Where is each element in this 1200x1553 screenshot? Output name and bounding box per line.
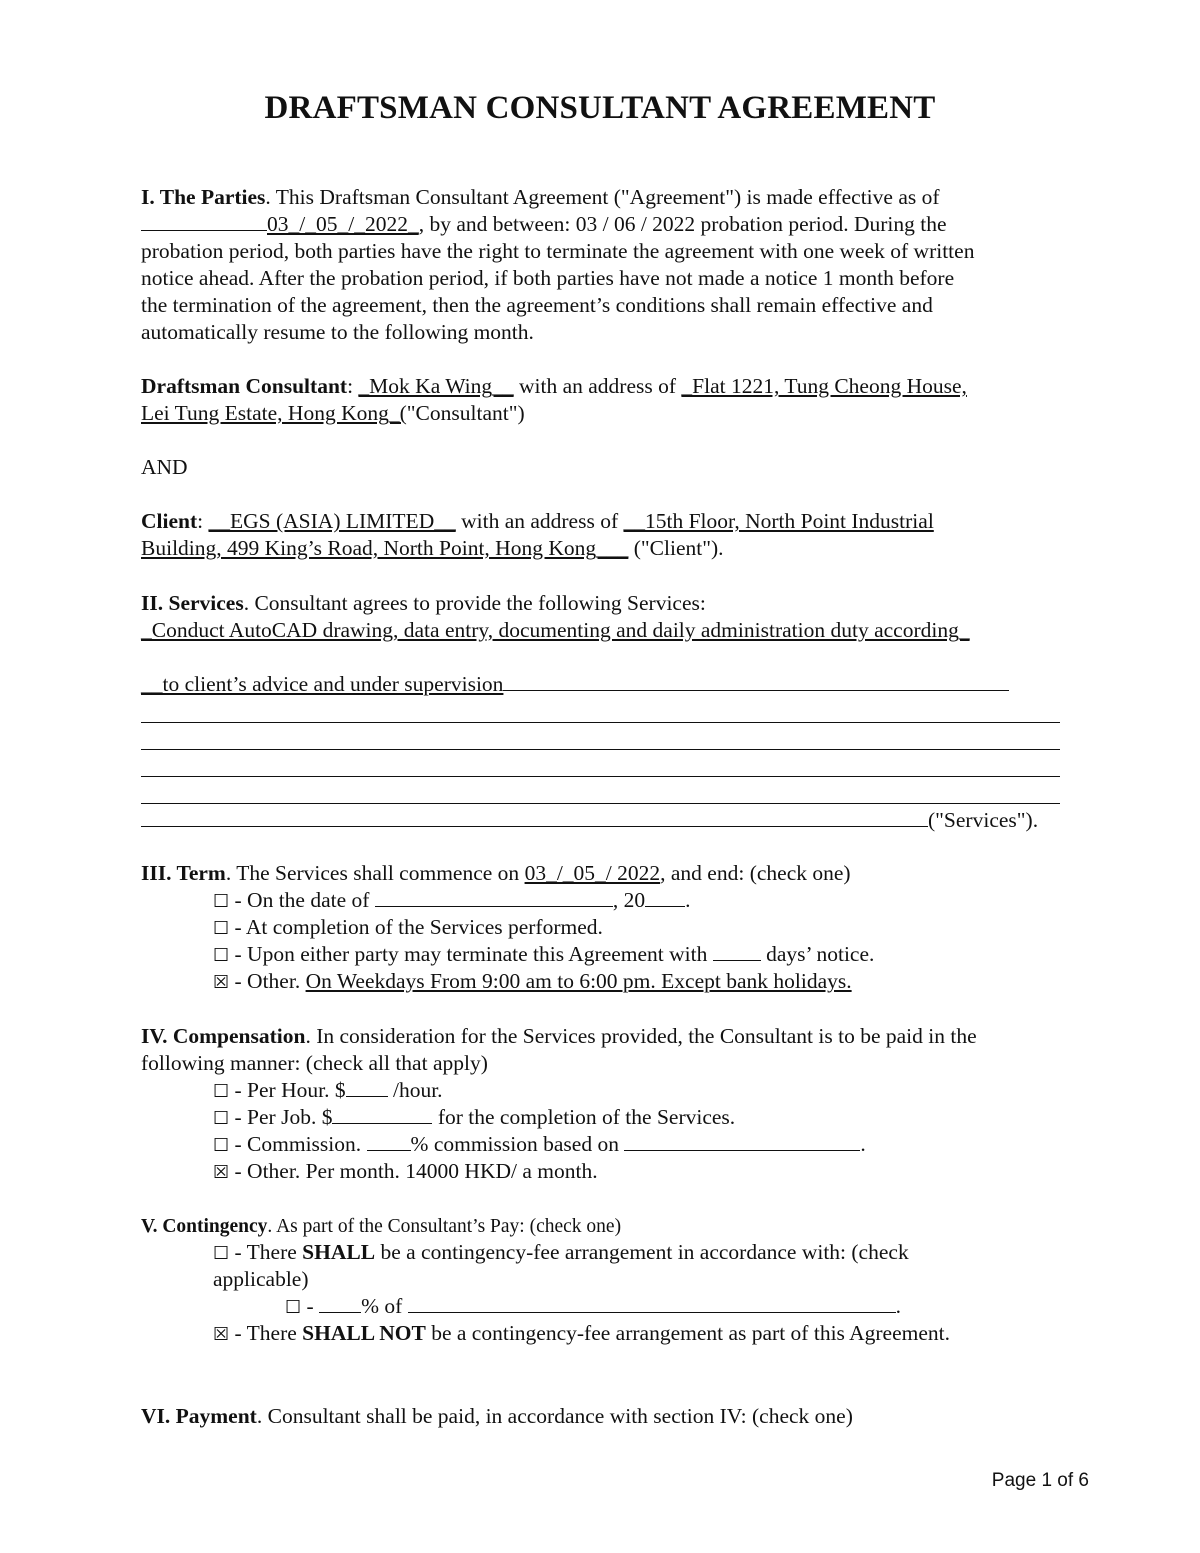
compensation-option-other [213,1158,598,1186]
services-final-blank [141,808,928,827]
consultant-suffix: "Consultant") [406,401,525,425]
contingency-intro: . As part of the Consultant’s Pay: (check one) [267,1216,622,1237]
notice-days-blank[interactable] [713,942,761,961]
commission-basis-blank[interactable] [624,1132,860,1151]
effective-date: 03_/_05_/_2022_ [267,212,419,236]
term-option-other-label: - Other. [229,969,306,993]
consultant-address-line-2: Lei Tung Estate, Hong Kong_( [141,401,407,425]
services-line-1 [141,590,706,617]
term-option-notice-end: days’ notice. [760,942,875,966]
term-option-date-label: - On the date of [229,888,375,912]
parties-line-2-text: , by and between: 03 / 06 / 2022 probation period. During the [418,212,947,236]
page-number: Page 1 of 6 [991,1470,1089,1491]
services-suffix: ("Services"). [928,808,1039,832]
compensation-hour-end: /hour. [387,1078,443,1102]
client-address-line-1: __15th Floor, North Point Industrial [623,509,934,533]
checkbox-checked-icon[interactable]: ☒ [213,1162,230,1183]
checkbox-empty-icon[interactable]: ☐ [213,891,230,912]
contingency-sub-mid: % of [361,1294,408,1318]
compensation-line-1 [141,1023,977,1050]
checkbox-empty-icon[interactable]: ☐ [285,1297,302,1318]
parties-line-1 [141,184,940,211]
end-year-blank[interactable] [645,888,685,907]
checkbox-checked-icon[interactable]: ☒ [213,1324,230,1345]
services-description-1: _Conduct AutoCAD drawing, data entry, documenting and daily administration duty according_ [141,618,970,642]
contingency-percent-blank[interactable] [319,1294,361,1313]
contingency-sub-pre: - [301,1294,320,1318]
contingency-shall-not-post: be a contingency-fee arrangement as part of this Agreement. [425,1321,950,1345]
consultant-line-2 [141,400,525,427]
checkbox-empty-icon[interactable]: ☐ [213,945,230,966]
payment-intro: . Consultant shall be paid, in accordance with section IV: (check one) [256,1404,853,1428]
term-option-other-value: On Weekdays From 9:00 am to 6:00 pm. Except bank holidays. [305,969,852,993]
services-description-2: __to client’s advice and under supervision [141,672,504,696]
services-rule-1 [141,722,1060,723]
checkbox-empty-icon[interactable]: ☐ [213,1135,230,1156]
client-address-line-2: Building, 499 King’s Road, North Point, Hong Kong___ [141,536,629,560]
services-heading: II. Services [141,591,244,615]
client-name: __EGS (ASIA) LIMITED__ [208,509,456,533]
parties-line-6: automatically resume to the following month. [141,320,534,344]
date-blank [141,212,267,231]
services-intro: . Consultant agrees to provide the following Services: [243,591,706,615]
contingency-option-shall [213,1239,909,1267]
parties-line-5: the termination of the agreement, then the agreement’s conditions shall remain effective and [141,293,933,317]
parties-heading: I. The Parties [141,185,266,209]
checkbox-empty-icon[interactable]: ☐ [213,1108,230,1129]
services-line-3 [141,671,1009,698]
contingency-sub-option [285,1293,901,1321]
parties-line-4: notice ahead. After the probation period, if both parties have not made a notice 1 month before [141,266,955,290]
end-date-blank[interactable] [375,888,613,907]
checkbox-checked-icon[interactable]: ☒ [213,972,230,993]
contingency-shall-post: be a contingency-fee arrangement in accordance with: (check [375,1240,909,1264]
compensation-line-2: following manner: (check all that apply) [141,1051,488,1075]
compensation-commission-label: - Commission. [229,1132,367,1156]
consultant-address-line-1: _Flat 1221, Tung Cheong House, [681,374,967,398]
consultant-label: Draftsman Consultant [141,374,348,398]
term-option-completion-label: - At completion of the Services performed. [229,915,603,939]
commission-percent-blank[interactable] [367,1132,411,1151]
services-rule-2 [141,749,1060,750]
consultant-name: _Mok Ka Wing__ [358,374,514,398]
client-label: Client [141,509,198,533]
contingency-line-1 [141,1213,621,1240]
contingency-sub-end: . [895,1294,902,1318]
compensation-job-end: for the completion of the Services. [432,1105,736,1129]
compensation-option-job [213,1104,735,1132]
contingency-shall-pre: - There [229,1240,303,1264]
parties-line-2 [141,211,947,238]
job-rate-blank[interactable] [332,1105,432,1124]
compensation-option-hour [213,1077,443,1105]
term-option-notice-label: - Upon either party may terminate this Agreement with [229,942,713,966]
compensation-option-commission [213,1131,866,1159]
payment-heading: VI. Payment [141,1404,257,1428]
term-start-date: 03_/_05_/ 2022 [524,861,661,885]
contingency-shall-not-bold: SHALL NOT [302,1321,426,1345]
services-rule-3 [141,776,1060,777]
services-line-2 [141,617,970,644]
compensation-other-label: - Other. Per month. 14000 HKD/ a month. [229,1159,598,1183]
consultant-address-prefix: with an address of [513,374,682,398]
term-option-completion [213,914,603,942]
compensation-commission-mid: % commission based on [410,1132,625,1156]
term-option-date-end: . [685,888,691,912]
contingency-shall-bold: SHALL [302,1240,376,1264]
checkbox-empty-icon[interactable]: ☐ [213,1243,230,1264]
term-intro-end: , and end: (check one) [660,861,851,885]
client-address-prefix: with an address of [455,509,624,533]
compensation-hour-label: - Per Hour. $ [229,1078,346,1102]
services-line-last [141,807,1038,834]
contingency-basis-blank[interactable] [408,1294,896,1313]
term-intro: . The Services shall commence on [225,861,525,885]
payment-line-1 [141,1403,853,1430]
contingency-heading: V. Contingency [141,1216,268,1237]
checkbox-empty-icon[interactable]: ☐ [213,1081,230,1102]
services-blank [503,672,1009,691]
document-title: DRAFTSMAN CONSULTANT AGREEMENT [264,90,936,126]
hourly-rate-blank[interactable] [346,1078,388,1097]
client-suffix: ("Client"). [628,536,724,560]
client-line-2 [141,535,724,562]
and-text: AND [141,455,188,479]
checkbox-empty-icon[interactable]: ☐ [213,918,230,939]
contingency-option-shall-line-2: applicable) [213,1267,309,1291]
compensation-job-label: - Per Job. $ [229,1105,333,1129]
contingency-shall-not-pre: - There [229,1321,303,1345]
compensation-commission-end: . [860,1132,866,1156]
term-line-1 [141,860,851,887]
term-option-notice [213,941,874,969]
term-option-other [213,968,852,996]
contingency-option-shall-not [213,1320,950,1348]
compensation-heading: IV. Compensation [141,1024,306,1048]
consultant-line-1: Draftsman Consultant: _Mok Ka Wing__ with an address of _Flat 1221, Tung Cheong House, [141,374,967,398]
client-line-1: Client: __EGS (ASIA) LIMITED__ with an address of __15th Floor, North Point Industrial [141,509,934,533]
term-option-date [213,887,690,915]
compensation-intro: . In consideration for the Services provided, the Consultant is to be paid in the [305,1024,977,1048]
term-heading: III. Term [141,861,226,885]
term-option-date-year: , 20 [612,888,646,912]
services-rule-4 [141,803,1060,804]
parties-line-3: probation period, both parties have the right to terminate the agreement with one week of written [141,239,975,263]
parties-intro: . This Draftsman Consultant Agreement ("Agreement") is made effective as of [265,185,940,209]
